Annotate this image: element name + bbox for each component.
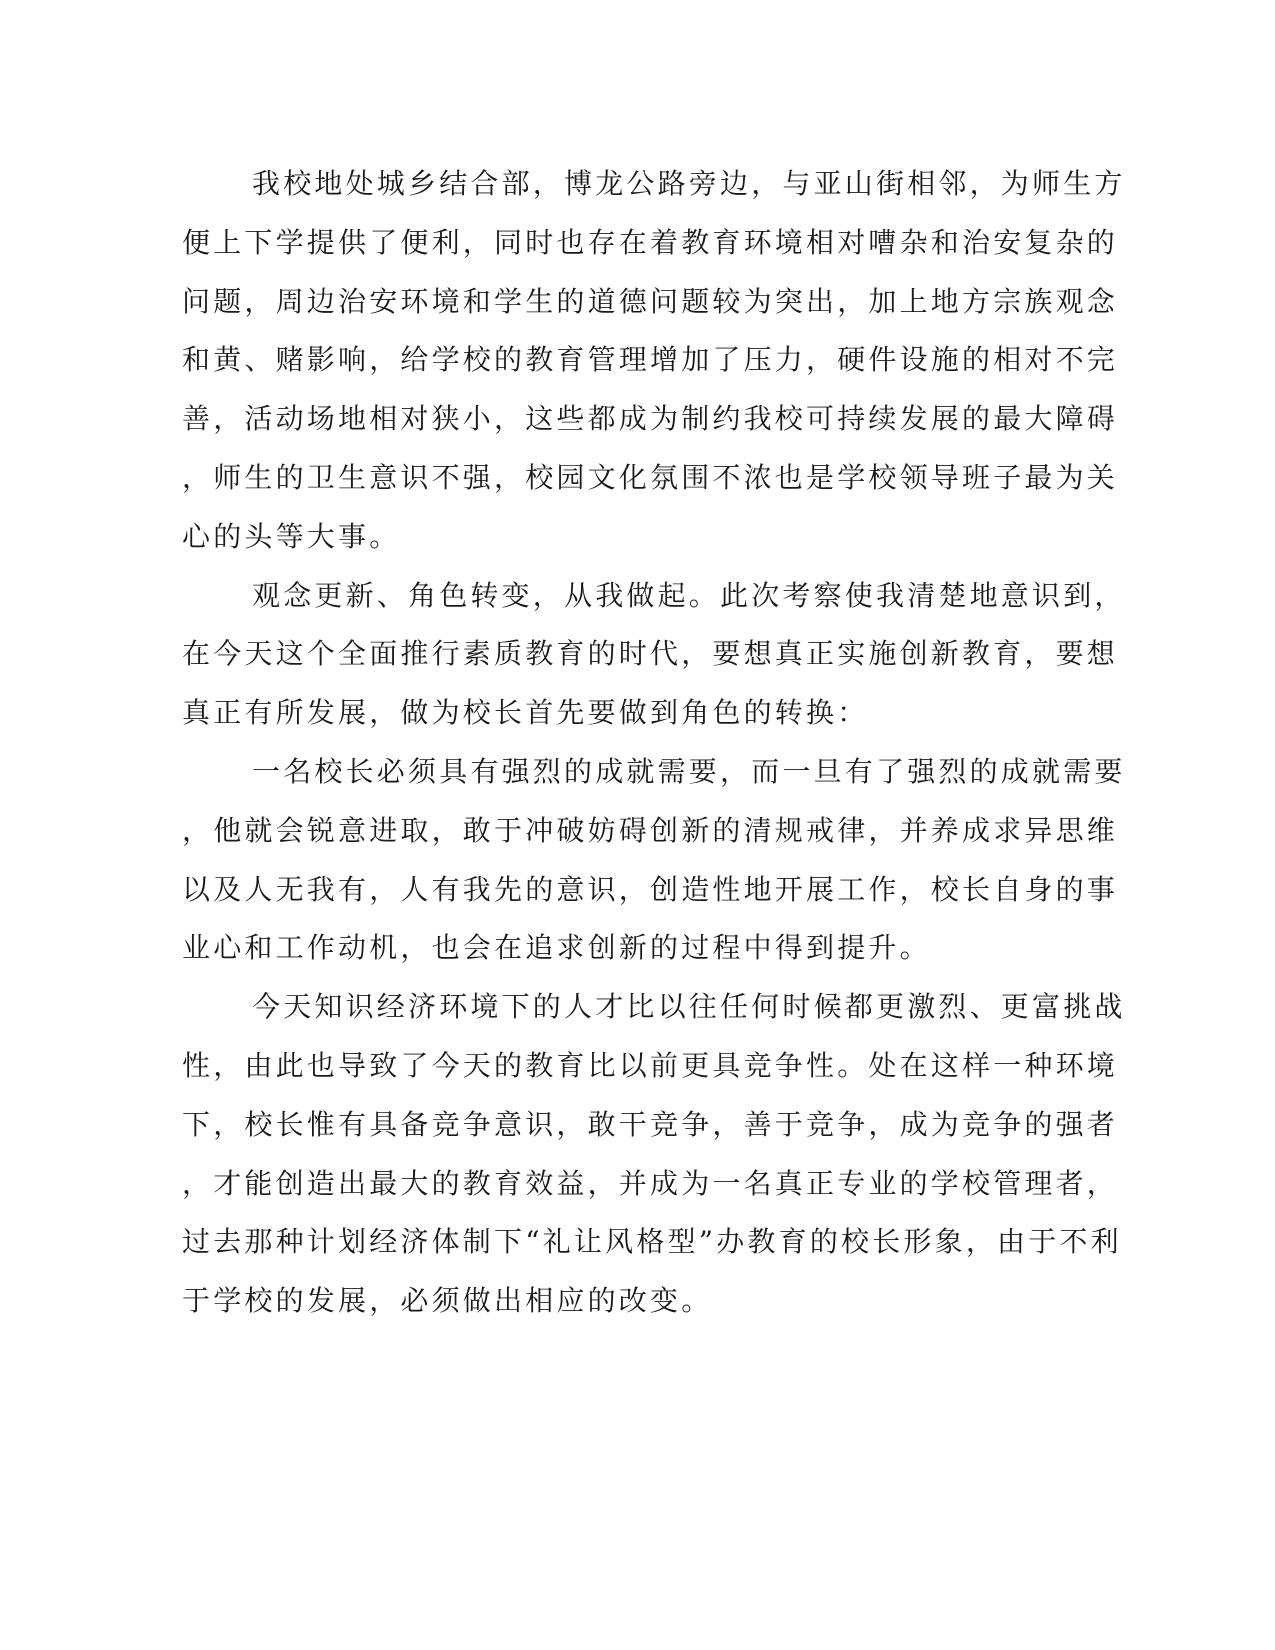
text-line: 于学校的发展，必须做出相应的改变。 [182,1284,713,1318]
text-line: 过去那种计划经济体制下“礼让风格型”办教育的校长形象，由于不利 [182,1225,1122,1259]
text-line: ，才能创造出最大的教育效益，并成为一名真正专业的学校管理者， [182,1166,1119,1200]
text-line: 便上下学提供了便利，同时也存在着教育环境相对嘈杂和治安复杂的 [182,225,1119,259]
text-line: 观念更新、角色转变，从我做起。此次考察使我清楚地意识到， [252,578,1126,612]
text-line: 一名校长必须具有强烈的成就需要，而一旦有了强烈的成就需要 [252,754,1126,788]
text-line: 性，由此也导致了今天的教育比以前更具竞争性。处在这样一种环境 [182,1048,1119,1082]
text-line: 下，校长惟有具备竞争意识，敢干竞争，善于竞争，成为竞争的强者 [182,1107,1119,1141]
text-line: 问题，周边治安环境和学生的道德问题较为突出，加上地方宗族观念 [182,284,1119,318]
text-line: ，师生的卫生意识不强，校园文化氛围不浓也是学校领导班子最为关 [182,460,1119,494]
text-line: 善，活动场地相对狭小，这些都成为制约我校可持续发展的最大障碍 [182,402,1119,436]
text-line: 我校地处城乡结合部，博龙公路旁边，与亚山街相邻，为师生方 [252,167,1126,200]
text-line: 今天知识经济环境下的人才比以往任何时候都更激烈、更富挑战 [252,990,1126,1024]
text-line: 在今天这个全面推行素质教育的时代，要想真正实施创新教育，要想 [182,637,1119,671]
text-line: 以及人无我有，人有我先的意识，创造性地开展工作，校长自身的事 [182,872,1119,906]
text-line: ，他就会锐意进取，敢于冲破妨碍创新的清规戒律，并养成求异思维 [182,813,1119,847]
text-line: 心的头等大事。 [182,519,401,553]
text-line: 和黄、赌影响，给学校的教育管理增加了压力，硬件设施的相对不完 [182,343,1119,377]
document-body [182,155,1126,1331]
text-line: 真正有所发展，做为校长首先要做到角色的转换： [182,696,869,730]
text-line: 业心和工作动机，也会在追求创新的过程中得到提升。 [182,931,931,965]
